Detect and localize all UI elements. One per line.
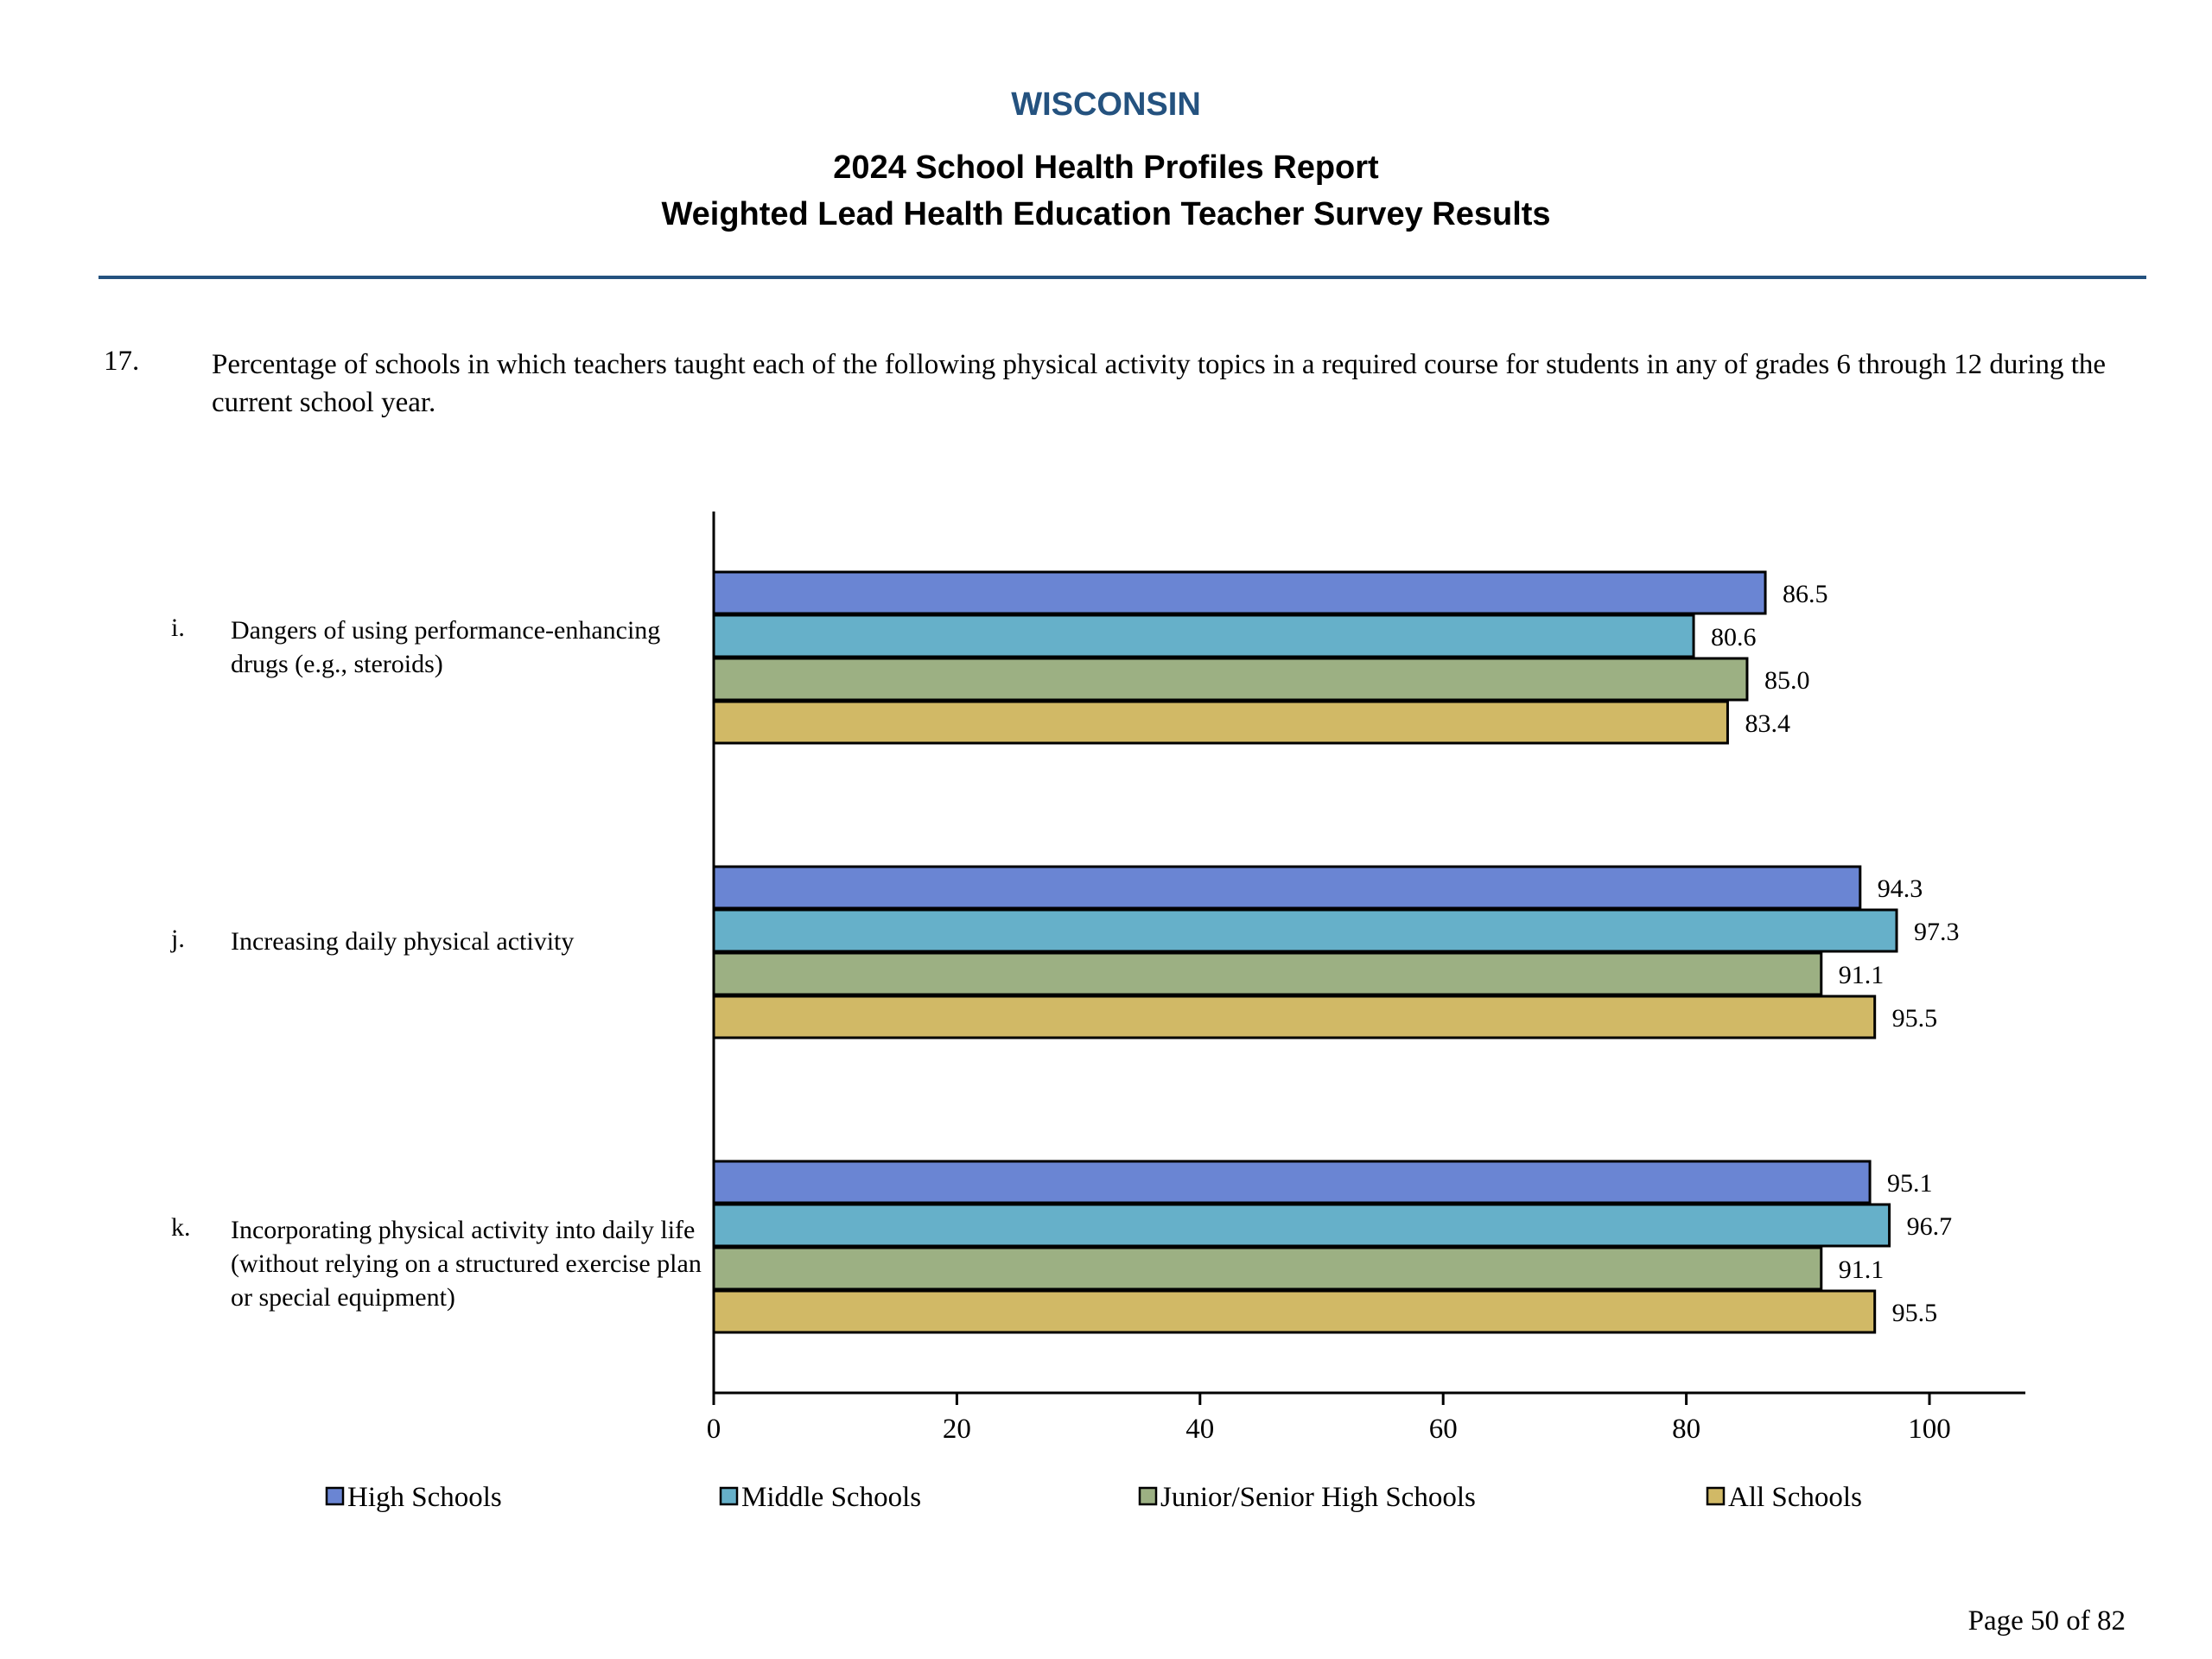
bar-2-series-2 <box>714 910 1897 951</box>
x-tick-label-5: 80 <box>1672 1414 1701 1445</box>
legend-label-3: Junior/Senior High Schools <box>1160 1482 1476 1513</box>
data-label-3-series-2: 96.7 <box>1906 1212 1953 1241</box>
state-title: WISCONSIN <box>1011 86 1201 123</box>
page-number: Page 50 of 82 <box>1967 1605 2126 1637</box>
legend-swatch-1 <box>327 1488 343 1504</box>
bar-3-series-1 <box>714 1161 1870 1203</box>
bar-1-series-3 <box>714 658 1747 700</box>
data-label-3-series-4: 95.5 <box>1891 1299 1938 1327</box>
bar-2-series-4 <box>714 996 1875 1038</box>
data-label-2-series-3: 91.1 <box>1838 961 1885 989</box>
survey-title: Weighted Lead Health Education Teacher Survey Results <box>661 196 1551 232</box>
data-label-1-series-1: 86.5 <box>1783 580 1828 608</box>
bar-3-series-3 <box>714 1248 1821 1289</box>
category-label-k: Incorporating physical activity into daily life (without relying on a structured exercise plan or special equipment) <box>231 1216 702 1312</box>
x-tick-label-4: 60 <box>1428 1414 1458 1445</box>
data-label-1-series-3: 85.0 <box>1764 666 1810 695</box>
legend-swatch-3 <box>1140 1488 1156 1504</box>
category-letter-j: j. <box>171 925 185 953</box>
data-label-1-series-4: 83.4 <box>1745 709 1790 738</box>
legend-label-2: Middle Schools <box>741 1482 922 1513</box>
bar-2-series-3 <box>714 953 1821 995</box>
bar-3-series-2 <box>714 1205 1890 1246</box>
question-text: Percentage of schools in which teachers taught each of the following physical activity topics in a required course for students in any of grades 6 through 12 during the current school year. <box>212 349 2107 418</box>
data-label-1-series-2: 80.6 <box>1711 623 1757 652</box>
category-letter-k: k. <box>171 1213 191 1242</box>
data-label-2-series-2: 97.3 <box>1914 918 1960 946</box>
category-label-i: Dangers of using performance-enhancing drugs (e.g., steroids) <box>231 616 661 678</box>
data-label-2-series-1: 94.3 <box>1877 874 1923 903</box>
bar-3-series-4 <box>714 1291 1875 1332</box>
data-label-3-series-3: 91.1 <box>1838 1255 1885 1284</box>
category-label-j: Increasing daily physical activity <box>231 927 575 956</box>
category-letter-i: i. <box>171 613 185 642</box>
legend-label-4: All Schools <box>1728 1482 1862 1513</box>
report-title: 2024 School Health Profiles Report <box>833 149 1379 186</box>
legend-swatch-2 <box>721 1488 737 1504</box>
x-tick-label-3: 40 <box>1185 1414 1215 1445</box>
legend-swatch-4 <box>1707 1488 1724 1504</box>
data-label-3-series-1: 95.1 <box>1887 1169 1933 1198</box>
legend-label-1: High Schools <box>347 1482 502 1513</box>
question-number: 17. <box>104 346 140 377</box>
x-tick-label-1: 0 <box>706 1414 721 1445</box>
x-tick-label-2: 20 <box>942 1414 971 1445</box>
data-label-2-series-4: 95.5 <box>1891 1004 1938 1033</box>
bar-1-series-1 <box>714 572 1765 613</box>
bar-1-series-2 <box>714 615 1694 657</box>
bar-2-series-1 <box>714 867 1860 908</box>
bar-1-series-4 <box>714 702 1727 743</box>
x-tick-label-6: 100 <box>1908 1414 1951 1445</box>
